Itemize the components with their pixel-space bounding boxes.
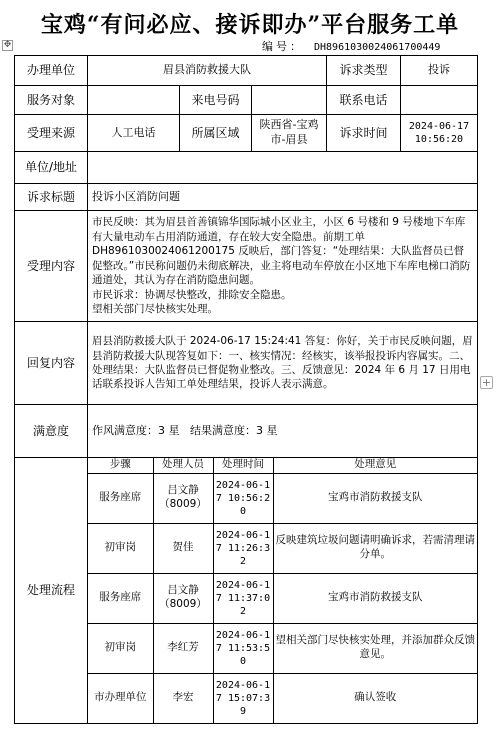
process-row <box>88 573 477 623</box>
content-paragraph: 市民反映：其为眉县首善镇锦华国际城小区业主，小区 6 号楼和 9 号楼地下车库有大量电动车占用消防通道，存在较大安全隐患。前期工单 DH8961030024061200175 反映后，部门答复：“处理结果：大队监督员已督促整改。”市民称问题仍未彻底解决，业主将电动车停放在小区地下车库电梯口消防通道处，其认为存在消防隐患问题。 <box>92 216 471 287</box>
contact-value <box>401 86 478 115</box>
process-row <box>88 623 477 673</box>
process-cell <box>88 458 478 724</box>
satisfaction-label: 满意度 <box>15 405 88 458</box>
subject-value: 投诉小区消防问题 <box>88 184 478 211</box>
process-time: 2024-06-17 11:26:32 <box>213 523 273 573</box>
process-row <box>88 473 477 523</box>
process-row <box>88 523 477 573</box>
document-title: 宝鸡“有问必应、接诉即办”平台服务工单 <box>40 12 460 38</box>
process-table <box>88 458 477 723</box>
content-paragraph: 市民诉求：协调尽快整改，排除安全隐患。 <box>92 288 292 301</box>
process-person: 李红芳 <box>153 623 213 673</box>
type-label: 诉求类型 <box>327 56 401 86</box>
time-value: 2024-06-17 10:56:20 <box>401 115 478 152</box>
time-label: 诉求时间 <box>327 115 401 152</box>
target-value <box>88 86 180 115</box>
process-header-step: 步骤 <box>88 458 153 473</box>
phone-label: 来电号码 <box>180 86 252 115</box>
serial-label: 编号： <box>262 40 304 53</box>
process-person: 李宏 <box>153 673 213 723</box>
content-value <box>88 211 478 322</box>
process-step: 服务座席 <box>88 473 153 523</box>
process-step: 服务座席 <box>88 573 153 623</box>
process-time: 2024-06-17 15:07:39 <box>213 673 273 723</box>
target-label: 服务对象 <box>15 86 88 115</box>
process-opinion: 宝鸡市消防救援支队 <box>273 573 477 623</box>
process-person: 贺佳 <box>153 523 213 573</box>
process-row <box>88 673 477 723</box>
table-move-handle-icon[interactable]: ✥ <box>3 40 12 50</box>
content-label: 受理内容 <box>15 211 88 322</box>
process-person: 吕文静（8009） <box>153 573 213 623</box>
area-label: 所属区域 <box>180 115 252 152</box>
process-header-person: 处理人员 <box>153 458 213 473</box>
process-step: 市办理单位 <box>88 673 153 723</box>
process-time: 2024-06-17 11:53:50 <box>213 623 273 673</box>
subject-label: 诉求标题 <box>15 184 88 211</box>
area-value: 陕西省-宝鸡市-眉县 <box>252 115 327 152</box>
dept-value: 眉县消防救援大队 <box>88 56 327 86</box>
phone-value <box>252 86 327 115</box>
process-time: 2024-06-17 11:37:02 <box>213 573 273 623</box>
reply-value: 眉县消防救援大队于 2024-06-17 15:24:41 答复：你好，关于市民反映问题，眉县消防救援大队现答复如下：一、核实情况：经核实，该举报投诉内容属实。二、处理结果：大队监督员已督促物业整改。三、反馈意见：2024 年 6 月 17 日用电话联系投诉人告知工单处理结果，投诉人表示满意。 <box>88 322 478 405</box>
type-value: 投诉 <box>401 56 478 86</box>
process-opinion: 确认签收 <box>273 673 477 723</box>
process-opinion: 望相关部门尽快核实处理，并添加群众反馈意见。 <box>273 623 477 673</box>
process-person: 吕文静（8009） <box>153 473 213 523</box>
add-row-icon[interactable]: + <box>481 376 492 389</box>
source-value: 人工电话 <box>88 115 180 152</box>
process-opinion: 宝鸡市消防救援支队 <box>273 473 477 523</box>
process-header-time: 处理时间 <box>213 458 273 473</box>
satisfaction-value: 作风满意度：3 星 结果满意度：3 星 <box>88 405 478 458</box>
process-label: 处理流程 <box>15 458 88 724</box>
content-paragraph: 望相关部门尽快核实处理。 <box>92 303 218 316</box>
address-value <box>88 152 478 184</box>
reply-label: 回复内容 <box>15 322 88 405</box>
process-step: 初审岗 <box>88 523 153 573</box>
source-label: 受理来源 <box>15 115 88 152</box>
process-step: 初审岗 <box>88 623 153 673</box>
dept-label: 办理单位 <box>15 56 88 86</box>
serial-value: DH8961030024061700449 <box>314 42 441 53</box>
process-opinion: 反映建筑垃圾问题请明确诉求，若需清理请分单。 <box>273 523 477 573</box>
process-time: 2024-06-17 10:56:20 <box>213 473 273 523</box>
contact-label: 联系电话 <box>327 86 401 115</box>
serial-number <box>262 38 440 54</box>
work-order-table <box>14 55 478 724</box>
process-header-opinion: 处理意见 <box>273 458 477 473</box>
address-label: 单位/地址 <box>15 152 88 184</box>
